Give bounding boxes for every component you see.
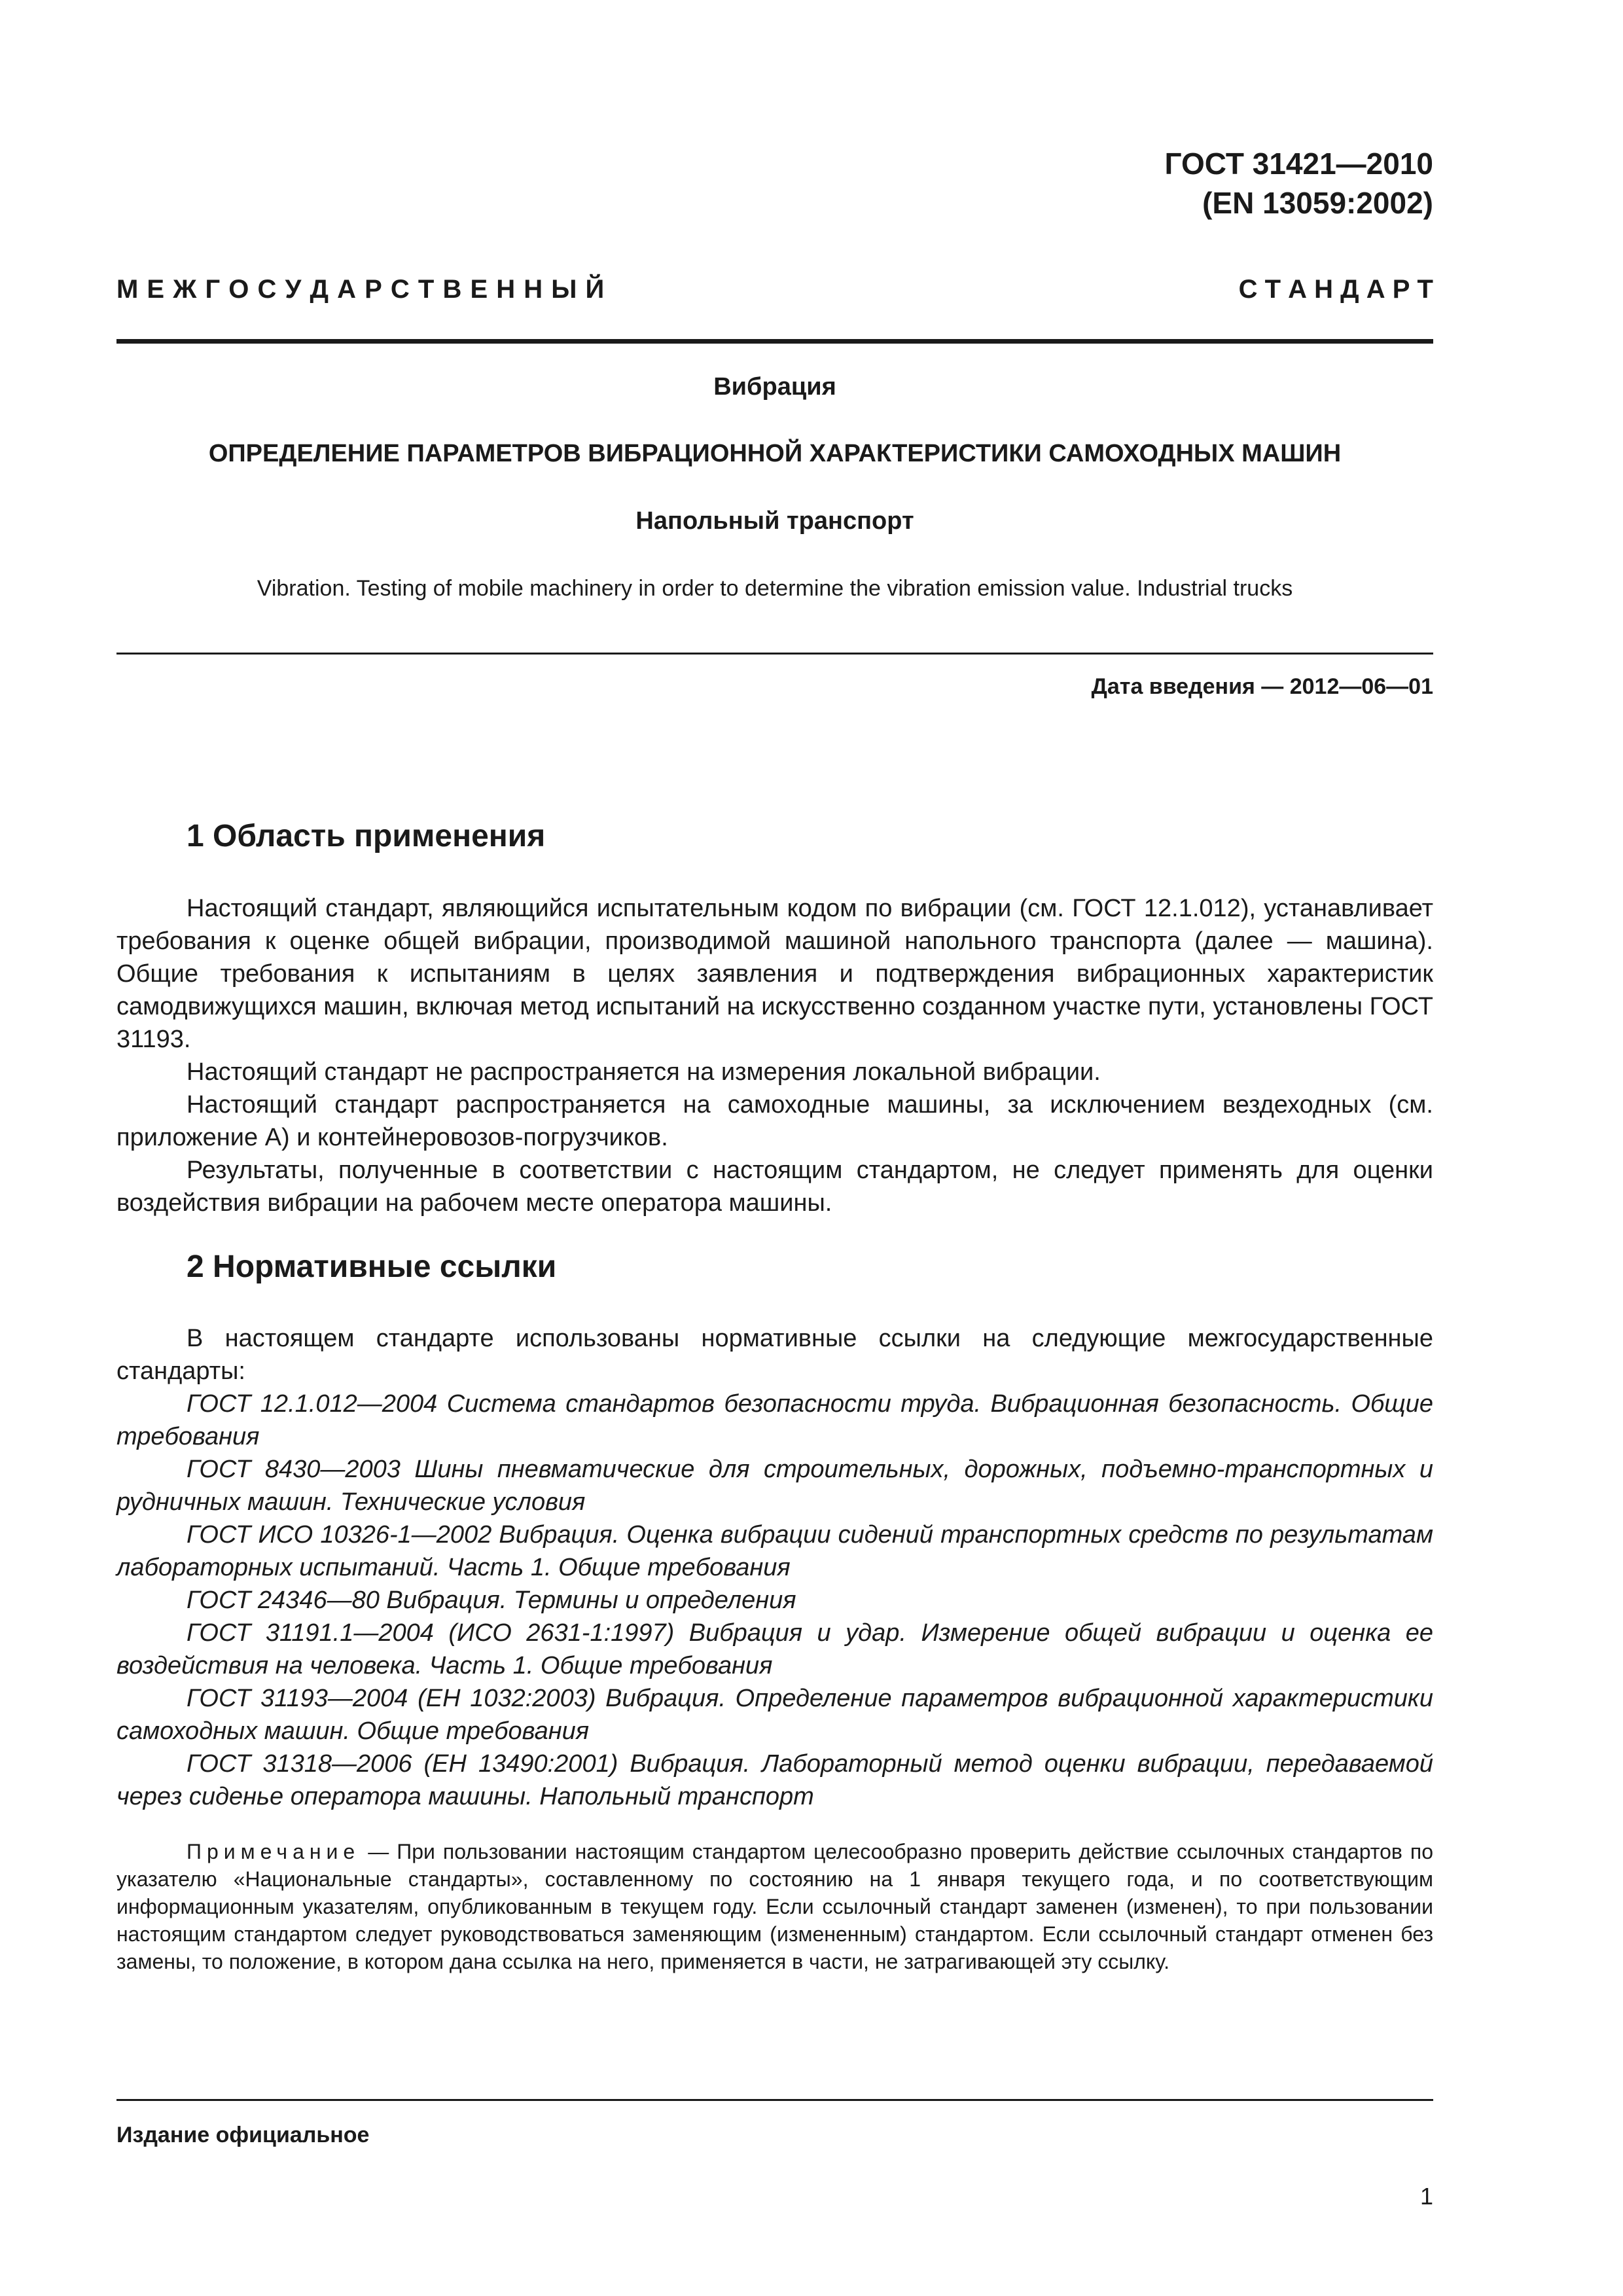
reference-item: ГОСТ ИСО 10326-1—2002 Вибрация. Оценка вибрации сидений транспортных средств по результатам лабораторных испытаний. Часть 1. Общие требования	[116, 1521, 1433, 1581]
standard-code-block	[1165, 144, 1433, 223]
gost-code: ГОСТ 31421—2010	[1164, 147, 1433, 181]
reference-item: ГОСТ 31193—2004 (ЕН 1032:2003) Вибрация. Определение параметров вибрационной характеристики самоходных машин. Общие требования	[116, 1685, 1433, 1745]
banner-word-standard: С Т А Н Д А Р Т	[1238, 275, 1433, 304]
title-subtitle: Напольный транспорт	[635, 507, 914, 535]
page-number: 1	[1419, 2183, 1433, 2210]
footer-divider	[116, 2099, 1433, 2101]
en-code: (EN 13059:2002)	[1202, 186, 1433, 220]
title-english: Vibration. Testing of mobile machinery in order to determine the vibration emission value. Industrial trucks	[257, 576, 1293, 601]
reference-item: ГОСТ 8430—2003 Шины пневматические для строительных, дорожных, подъемно-транспортных и рудничных машин. Технические условия	[116, 1456, 1433, 1516]
reference-item: ГОСТ 12.1.012—2004 Система стандартов безопасности труда. Вибрационная безопасность. Общие требования	[116, 1390, 1433, 1450]
note-text: — При пользовании настоящим стандартом целесообразно проверить действие ссылочных стандартов по указателю «Национальные стандарты», составленному по состоянию на 1 января текущего года, и по соответствующим информационным указателям, опубликованным в текущем году. Если ссылочный стандарт заменен (изменен), то при пользовании настоящим стандартом следует руководствоваться заменяющим (измененным) стандартом. Если ссылочный стандарт отменен без замены, то положение, в котором дана ссылка на него, применяется в части, не затрагивающей эту ссылку.	[116, 1840, 1433, 1973]
paragraph: Настоящий стандарт не распространяется на измерения локальной вибрации.	[187, 1058, 1101, 1086]
note-label: Примечание	[187, 1840, 361, 1863]
section-1-heading: 1 Область применения	[187, 819, 546, 853]
edition-label: Издание официальное	[116, 2123, 370, 2147]
standard-type-banner	[116, 275, 1433, 304]
note-paragraph	[116, 1838, 1433, 1975]
paragraph: Результаты, полученные в соответствии с настоящим стандартом, не следует применять для оценки воздействия вибрации на рабочем месте оператора машины.	[116, 1157, 1433, 1217]
paragraph: Настоящий стандарт, являющийся испытательным кодом по вибрации (см. ГОСТ 12.1.012), устанавливает требования к оценке общей вибрации, производимой машиной напольного транспорта (далее — машина). Общие требования к испытаниям в целях заявления и подтверждения вибрационных характеристик самодвижущихся машин, включая метод испытаний на искусственно созданном участке пути, установлены ГОСТ 31193.	[116, 895, 1434, 1053]
title-divider	[116, 653, 1433, 655]
reference-item: ГОСТ 31191.1—2004 (ИСО 2631-1:1997) Вибрация и удар. Измерение общей вибрации и оценка ее воздействия на человека. Часть 1. Общие требования	[116, 1619, 1433, 1679]
header-divider	[116, 339, 1433, 344]
section-1-body	[116, 892, 1433, 1219]
reference-item: ГОСТ 31318—2006 (ЕН 13490:2001) Вибрация. Лабораторный метод оценки вибрации, передаваемой через сиденье оператора машины. Напольный транспорт	[116, 1750, 1433, 1810]
reference-item: ГОСТ 24346—80 Вибрация. Термины и определения	[187, 1587, 796, 1614]
paragraph-intro: В настоящем стандарте использованы нормативные ссылки на следующие межгосударственные стандарты:	[116, 1325, 1433, 1385]
paragraph: Настоящий стандарт распространяется на самоходные машины, за исключением вездеходных (см. приложение А) и контейнеровозов-погрузчиков.	[116, 1091, 1433, 1151]
title-main: ОПРЕДЕЛЕНИЕ ПАРАМЕТРОВ ВИБРАЦИОННОЙ ХАРАКТЕРИСТИКИ САМОХОДНЫХ МАШИН	[208, 440, 1342, 467]
note-block	[116, 1838, 1433, 1975]
section-2-heading: 2 Нормативные ссылки	[187, 1249, 557, 1284]
title-subject: Вибрация	[713, 373, 836, 401]
section-2-body	[116, 1322, 1433, 1813]
introduction-date: Дата введения — 2012—06—01	[1091, 674, 1433, 699]
banner-word-interstate: М Е Ж Г О С У Д А Р С Т В Е Н Н Ы Й	[116, 275, 605, 304]
